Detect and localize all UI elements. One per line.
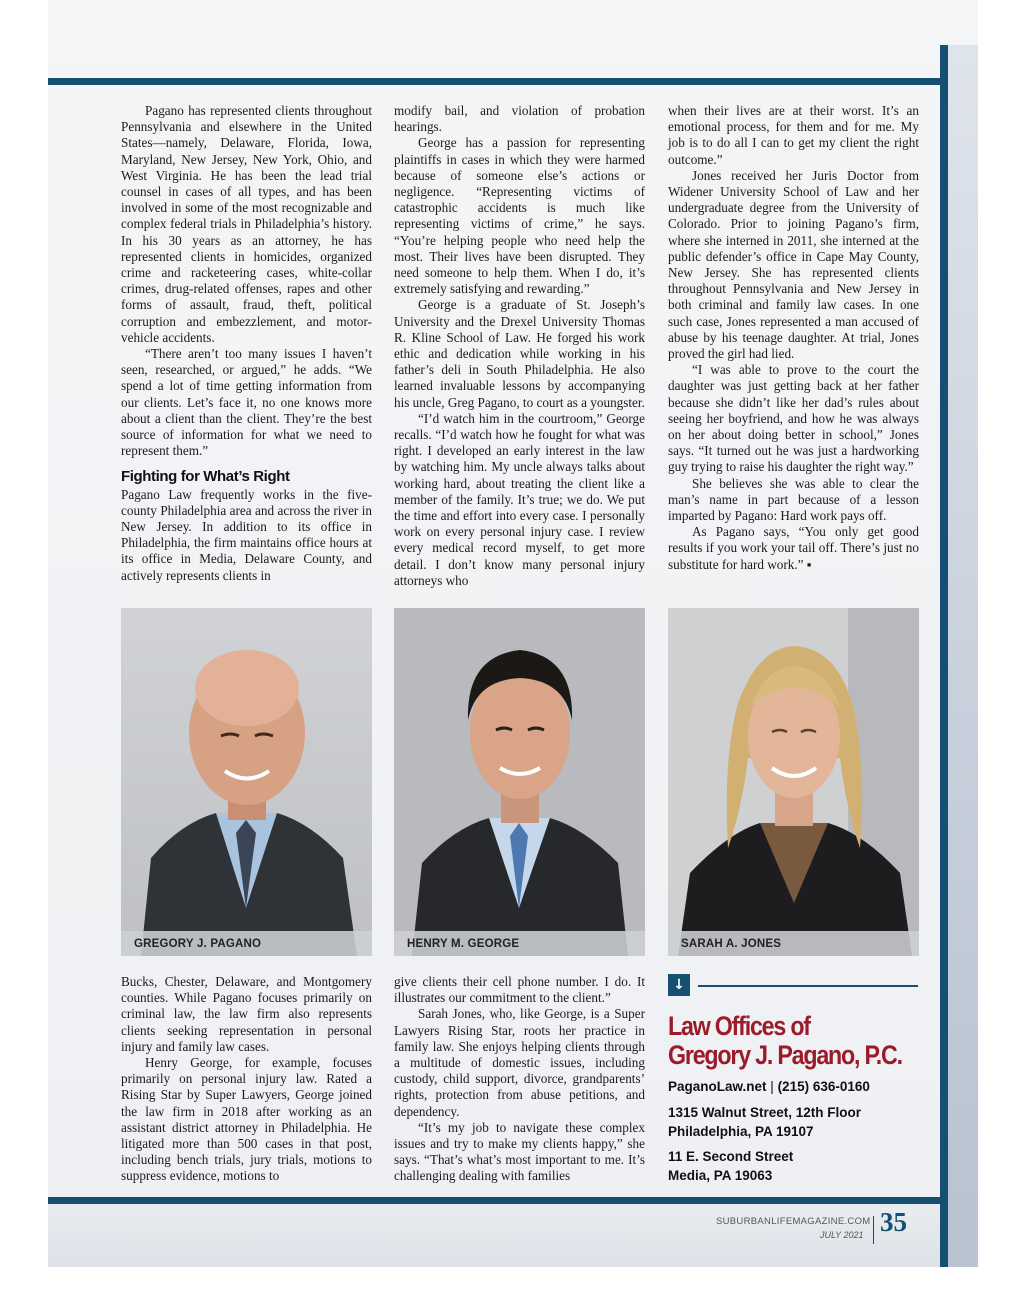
address-line: Media, PA 19063 bbox=[668, 1168, 773, 1183]
paragraph: when their lives are at their worst. It’s an emotional process, for them and for me. My job is to do all I can to get my client the right outcome.” bbox=[668, 103, 919, 167]
paragraph: George is a graduate of St. Joseph’s University and the Drexel University Thomas R. Kline School of Law. He forged his work ethic and dedication while working in his father’s deli in South Philadelphia. He also learned invaluable lessons by accompanying his uncle, Greg Pagano, to court as a youngster. bbox=[394, 297, 645, 410]
office-address-media bbox=[668, 1147, 793, 1185]
address-line: 11 E. Second Street bbox=[668, 1149, 794, 1164]
article-column-1 bbox=[121, 103, 372, 584]
paragraph: Henry George, for example, focuses primarily on personal injury law. Rated a Rising Star by Super Lawyers, George joined the law firm in 2018 after working as an assistant district attorney in Philadelphia. He litigated more than 500 cases in that post, including bench trials, jury trials, motions to suppress evidence, motions to bbox=[121, 1055, 372, 1184]
photo-caption: HENRY M. GEORGE bbox=[394, 931, 645, 956]
firm-website[interactable]: PaganoLaw.net bbox=[668, 1079, 767, 1094]
article-column-3 bbox=[668, 103, 919, 573]
right-edge-background bbox=[948, 45, 978, 1267]
paragraph: modify bail, and violation of probation hearings. bbox=[394, 103, 645, 135]
section-heading: Fighting for What’s Right bbox=[121, 468, 290, 486]
paragraph: “There aren’t too many issues I haven’t seen, researched, or argued,” he adds. “We spend a lot of time getting information from our clients. Let’s face it, no one knows more about a client than the client. They’re the best source of information for what we need to represent them.” bbox=[121, 346, 372, 459]
paragraph: give clients their cell phone number. I do. It illustrates our commitment to the client.” bbox=[394, 974, 645, 1006]
divider bbox=[698, 985, 918, 987]
paragraph: “I’d watch him in the courtroom,” George recalls. “I’d watch how he fought for what was right. I developed an early interest in the law by watching him. My uncle always talks about working hard, about treating the client like a member of the family. It’s true; we do. We put the time and effort into every case. I personally work on every personal injury case. I review every medical record myself, to get more detail. I don’t know many personal injury attorneys who bbox=[394, 410, 645, 588]
photo-henry-george bbox=[394, 608, 645, 956]
paragraph: Jones received her Juris Doctor from Widener University School of Law and her undergraduate degree from the University of Colorado. Prior to joining Pagano’s firm, where she interned in 2011, she interned at the public defender’s office in Cape May County, New Jersey. She has represented clients throughout Pennsylvania and New Jersey in both criminal and family law cases. In one such case, Jones represented a man accused of abuse by his teenage daughter. At trial, Jones proved the girl had lied. bbox=[668, 167, 919, 362]
photo-sarah-jones bbox=[668, 608, 919, 956]
paragraph: George has a passion for representing plaintiffs in cases in which they were harmed because of someone else’s actions or negligence. “Representing victims of catastrophic accidents is much like representing victims of crime,” he says. “You’re helping people who need help the most. Their lives have been disrupted. They need someone to help them. When I do, it’s extremely satisfying and rewarding.” bbox=[394, 135, 645, 297]
paragraph: She believes she was able to clear the man’s name in part because of a lesson imparted by Pagano: Hard work pays off. bbox=[668, 475, 919, 524]
address-line: Philadelphia, PA 19107 bbox=[668, 1124, 814, 1139]
right-rule bbox=[940, 45, 948, 1267]
paragraph: As Pagano says, “You only get good results if you work your tail off. There’s just no substitute for hard work.” ▪ bbox=[668, 524, 919, 572]
footer-divider bbox=[873, 1216, 874, 1244]
bottom-rule bbox=[48, 1197, 940, 1204]
photo-gregory-pagano bbox=[121, 608, 372, 956]
footer-issue-date: JULY 2021 bbox=[820, 1230, 864, 1240]
firm-name-line-2: Gregory J. Pagano, P.C. bbox=[668, 1040, 902, 1070]
footer-site: SUBURBANLIFEMAGAZINE.COM bbox=[716, 1216, 871, 1227]
paragraph: Bucks, Chester, Delaware, and Montgomery counties. While Pagano focuses primarily on criminal law, the law firm also represents clients seeking representation in personal injury and family law cases. bbox=[121, 974, 372, 1054]
paragraph: Sarah Jones, who, like George, is a Super Lawyers Rising Star, roots her practice in family law. She enjoys helping clients through a multitude of domestic issues, including custody, child support, divorce, grandparents’ rights, protection from abuse petitions, and dependency. bbox=[394, 1006, 645, 1119]
arrow-down-icon: ↓ bbox=[668, 974, 690, 996]
article-column-2-continued bbox=[394, 974, 645, 1185]
photo-caption: SARAH A. JONES bbox=[668, 931, 919, 956]
paragraph: Pagano has represented clients throughout Pennsylvania and elsewhere in the United States—namely, Delaware, Florida, Iowa, Maryland, New Jersey, New York, Ohio, and West Virginia. He has been the lead trial counsel in cases of all types, and has been involved in some of the most recognizable and complex federal trials in Philadelphia’s history. In his 30 years as an attorney, he has represented clients in homicides, organized crime and racketeering cases, white-collar crimes, drug-related offenses, rapes and other forms of assault, fraud, theft, political corruption and embezzlement, and motor-vehicle accidents. bbox=[121, 103, 372, 345]
page-number: 35 bbox=[880, 1207, 907, 1237]
paragraph: Pagano Law frequently works in the five-county Philadelphia area and across the river in New Jersey. In addition to its office in Philadelphia, the firm maintains office hours at its office in Media, Delaware County, and actively represents clients in bbox=[121, 486, 372, 583]
firm-phone: (215) 636-0160 bbox=[777, 1079, 870, 1094]
paragraph: “I was able to prove to the court the daughter was just getting back at her father because she didn’t like her dad’s rules about seeing her boyfriend, and how he was always on her about doing better in school,” Jones says. “It turned out he was just a hardworking guy trying to raise his daughter the right way.” bbox=[668, 362, 919, 475]
top-rule bbox=[48, 78, 940, 85]
address-line: 1315 Walnut Street, 12th Floor bbox=[668, 1105, 862, 1120]
footer-band bbox=[48, 1204, 940, 1267]
firm-name-line-1: Law Offices of bbox=[668, 1011, 810, 1041]
office-address-philadelphia bbox=[668, 1103, 861, 1141]
article-column-1-continued bbox=[121, 974, 372, 1185]
contact-separator: | bbox=[770, 1079, 774, 1094]
paragraph: “It’s my job to navigate these complex issues and try to make my clients happy,” she says. “That’s what’s most important to me. It’s challenging dealing with families bbox=[394, 1119, 645, 1184]
photo-caption: GREGORY J. PAGANO bbox=[121, 931, 372, 956]
article-column-2 bbox=[394, 103, 645, 589]
firm-name bbox=[668, 1012, 902, 1070]
firm-contact bbox=[668, 1077, 870, 1096]
